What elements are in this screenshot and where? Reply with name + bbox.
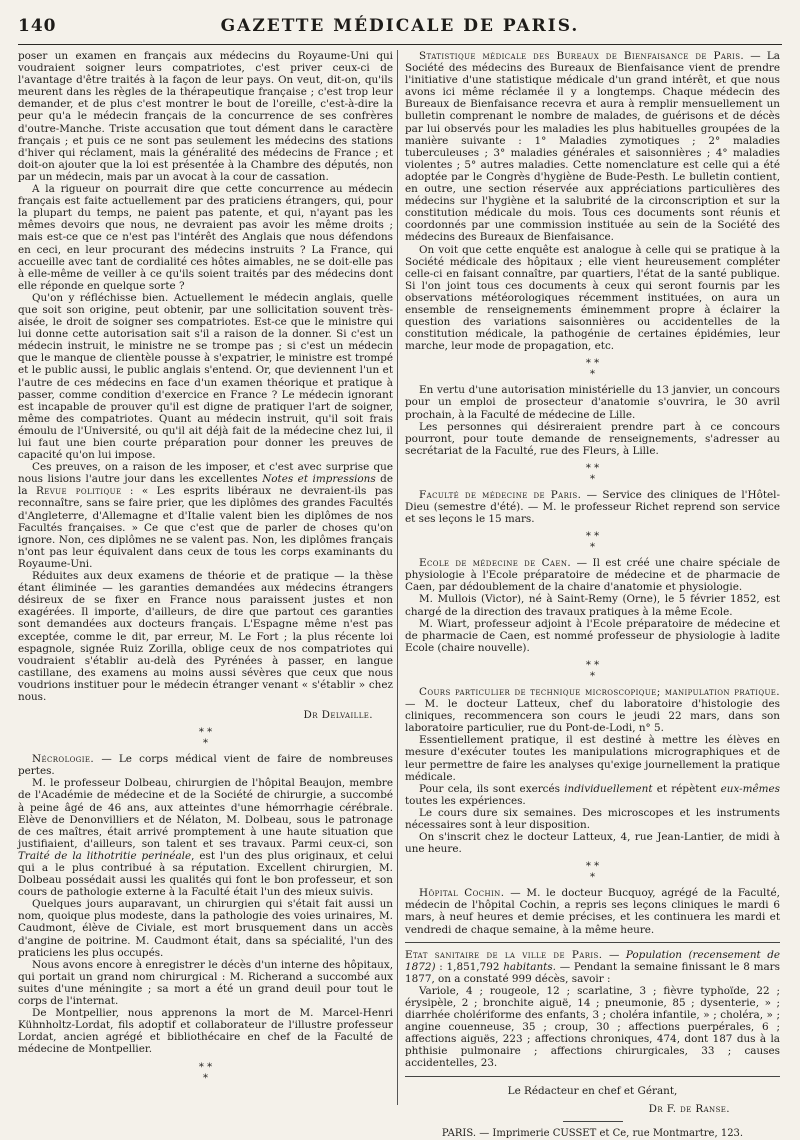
text-run: — Le corps médical vient de faire de nombreuses pertes. (18, 753, 393, 778)
section-separator: * * * (198, 1061, 213, 1084)
article-paragraph (18, 777, 393, 898)
text-run: — M. le docteur Latteux, chef du laboratoire d'histologie des cliniques, recommencera son cours le jeudi 22 mars, dans son laboratoire particulier, rue du Pont-de-Lodi, n° 5. (405, 698, 780, 735)
section-separator: * * * (198, 727, 213, 750)
article-paragraph: Nous avons encore à enregistrer le décès d'un interne des hôpitaux, qui portait un grand nom chirurgical : M. Richerand a succombé aux suites d'une méningite ; sa mort a été un grand deuil pour tout le corps de l'internat. (18, 958, 393, 1008)
article-paragraph: Essentiellement pratique, il est destiné à mettre les élèves en mesure d'exécuter toutes les manipulations micrographiques et de leur permettre de faire les analyses qu'exige journellement la pratique médicale. (405, 734, 780, 783)
section-heading: Ecole de médecine de Caen. (419, 557, 572, 570)
section-separator: * * * (585, 462, 600, 485)
article-paragraph: Quelques jours auparavant, un chirurgien qui s'était fait aussi un nom, quoique plus modeste, dans la pathologie des voies urinaires, M. Caudmont, élève de Civiale, est mort brusquement dans un accès d'angine de poitrine. M. Caudmont était, dans sa spécialité, l'un des praticiens les plus occupés. (18, 898, 393, 959)
column-divider (397, 50, 398, 1105)
section-separator: * * * (585, 861, 600, 884)
news-item (405, 50, 780, 244)
italic-title: Notes et impressions (262, 473, 376, 486)
section-rule (405, 1076, 780, 1077)
article-paragraph: A la rigueur on pourrait dire que cette concurrence au médecin français est faite actuellement par des praticiens étrangers, qui, pour la plupart du temps, ne paient pas patente, et qui, n'ayant pas les mêmes devoirs que nous, ne devraient pas avoir les même droits ; mais est-ce que ce n'est pas l'intérêt des Anglais que nous défendons en ceci, en leur procurant des médecins instruits ? La France, qui accueille avec tant de cordialité ces hôtes aimables, ne se doit-elle pas à elle-même de veiller à ce qu'ils soient traités par des médecins dont elle réponde en quelque sorte ? (18, 183, 393, 292)
article-paragraph: Qu'on y réfléchisse bien. Actuellement le médecin anglais, quelle que soit son origine, peut obtenir, par une sollicitation souvent très-aisée, le droit de soigner ses compatriotes. Est-ce que le ministre qui lui donne cette autorisation sait s'il a raison de la donner. Si c'est un médecin instruit, le ministre ne se trompe pas ; si c'est un médecin que le manque de clientèle pousse à s'expatrier, le ministre est trompé et le public aussi, le public anglais s'entend. Or, que deviennent l'un et l'autre de ces médecins en face d'un examen théorique et pratique à passer, comme condition d'exercice en France ? Le médecin ignorant est incapable de prouver qu'il est digne de pratiquer l'art de soigner, même des compatriotes. Quant au médecin instruit, qu'il soit frais émoulu de l'Université, ou qu'il ait déjà fait de la médecine chez lui, il lui faut une bien courte préparation pour donner les preuves de capacité qu'on lui impose. (18, 291, 393, 462)
article-paragraph: poser un examen en français aux médecins du Royaume-Uni qui voudraient soigner leurs compatriotes, c'est priver ceux-ci de l'avantage d'être traités à la façon de leur pays. On veut, dit-on, qu'ils meurent dans les règles de la thérapeutique française ; c'est trop leur demander, et de plus c'est montrer le bout de l'oreille, c'est-à-dire la peur qu'a le médecin français de la concurrence de ses confrères d'outre-Manche. Triste accusation que tout dément dans le caractère français ; et puis ce ne sont pas seulement les médecins des stations d'hiver qui réclament, mais la généralité des médecins de France ; et doit-on ajouter que la loi est présentée à la Chambre des députés, non par un médecin, mais par un avocat à la cour de cassation. (18, 50, 393, 183)
page-header (18, 14, 782, 40)
news-item (405, 686, 780, 734)
section-heading: Cours particulier de technique microscopique; manipulation pratique. (419, 685, 780, 698)
article-paragraph (18, 461, 393, 570)
article-paragraph: M. Wiart, professeur adjoint à l'Ecole préparatoire de médecine et de pharmacie de Caen, est nommé professeur de physiologie à ladite Ecole (chaire nouvelle). (405, 617, 780, 654)
news-item (405, 887, 780, 935)
text-run: , est l'un des plus originaux, et celui qui a le plus contribué à sa réputation. Excellent chirurgien, M. Dolbeau possédait aussi les qualités qui font le bon professeur, et son cours de pathologie externe à la Faculté était l'un des mieux suivis. (18, 849, 393, 899)
article-paragraph: Les personnes qui désireraient prendre part à ce concours pourront, pour toute demande de renseignements, s'adresser au secrétariat de la Faculté, rue des Fleurs, à Lille. (405, 420, 780, 457)
section-separator: * * * (585, 659, 600, 682)
text-run: de la (18, 473, 393, 498)
article-paragraph: Le cours dure six semaines. Des microscopes et les instruments nécessaires sont à leur disposition. (405, 806, 780, 831)
page-number: 140 (18, 16, 57, 36)
italic-word: individuellement (564, 782, 653, 795)
article-paragraph: Réduites aux deux examens de théorie et de pratique — la thèse étant éliminée — les garanties demandées aux médecins étrangers désireux de se fixer en France nous paraissent justes et non exagérées. Il importe, d'ailleurs, de dire que partout ces garanties sont demandées aux docteurs français. L'Espagne même n'est pas exceptée, comme le dit, par erreur, M. Le Fort ; la plus récente loi espagnole, signée Ruiz Zorilla, oblige ceux de nos compatriotes qui voudraient s'établir au-delà des Pyrénées à passer, en langue castillane, des examens au moins aussi sévères que ceux que nous voudrions instituer pour le médecin étranger venant « s'établir » chez nous. (18, 570, 393, 703)
author-signature: Dr Delvaille. (303, 709, 373, 722)
right-column (405, 50, 780, 1140)
printer-imprint: PARIS. — Imprimerie CUSSET et Ce, rue Montmartre, 123. (441, 1127, 744, 1139)
left-column (18, 50, 393, 1088)
section-heading: Etat sanitaire de la ville de Paris. (405, 948, 603, 961)
text-run: : « Les esprits libéraux ne devraient-ils pas reconnaître, sans se faire prier, que les diplômes des grandes Facultés d'Angleterre, d'Allemagne et d'Italie valent bien les diplômes de nos Facultés françaises. » Ce que c'est que de parler de choses qu'on ignore. Non, ces diplômes ne se valent pas. Non, les diplômes français n'ont pas leur équivalent dans ceux de tous les corps examinants du Royaume-Uni. (18, 485, 393, 570)
section-rule (405, 942, 780, 943)
italic-title: Traité de la lithotritie perinéale (18, 849, 192, 862)
text-run: — La Société des médecins des Bureaux de Bienfaisance vient de prendre l'initiative d'une statistique médicale d'un grand intérêt, et que nous avons ici même réclamée il y a longtemps. Chaque médecin des Bureaux de Bienfaisance recevra et aura à remplir mensuellement un bulletin comprenant le nombre de malades, de guérisons et de décès par lui observés pour les maladies les plus habituelles groupées de la manière suivante : 1° Maladies zymotiques ; 2° maladies tuberculeuses ; 3° maladies générales et saisonnières ; 4° maladies violentes ; 5° autres maladies. Cette nomenclature est celle qui a été adoptée par le Congrès d'hygiène de Bude-Pesth. Le bulletin contient, en outre, une section réservée aux appréciations particulières des médecins sur l'hygiène et la salubrité de la circonscription et sur la constitution médicale du mois. Tous ces documents sont réunis et coordonnés par une commission instituée au sein de la Société des médecins des Bureaux de Bienfaisance. (405, 50, 780, 244)
news-item (405, 557, 780, 593)
text-run: Ces preuves, on a raison de les imposer, et c'est avec surprise que nous lisions l'autre jour dans les excellentes (18, 461, 393, 486)
header-rule (18, 44, 782, 45)
death-statistics: Variole, 4 ; rougeole, 12 ; scarlatine, 3 ; fièvre typhoïde, 22 ; érysipèle, 2 ; bronchite aiguë, 14 ; pneumonie, 85 ; dysenterie, » ; diarrhée cholériforme des enfants, 3 ; choléra infantile, » ; choléra, » ; angine couenneuse, 35 ; croup, 30 ; affections puerpérales, 6 ; affections aiguës, 223 ; affections chroniques, 474, dont 187 dus à la phthisie pulmonaire ; affections chirurgicales, 33 ; causes accidentelles, 23. (405, 984, 780, 1070)
news-item (405, 489, 780, 525)
italic-label: Population (recensement de 1872) (405, 948, 780, 973)
article-paragraph: De Montpellier, nous apprenons la mort de M. Marcel-Henri Kühnholtz-Lordat, fils adoptif et collaborateur de l'illustre professeur Lordat, ancien agrégé et bibliothécaire en chef de la Faculté de médecine de Montpellier. (18, 1007, 393, 1056)
article-paragraph: On s'inscrit chez le docteur Latteux, 4, rue Jean-Lantier, de midi à une heure. (405, 831, 780, 856)
text-run: Pour cela, ils sont exercés (419, 782, 565, 795)
health-report: Etat sanitaire de la ville de Paris. — Population (recensement de 1872) : 1,851,792 habitants. — Pendant la semaine finissant le 8 mars 1877, on a constaté 999 décès, savoir : (405, 948, 780, 985)
necrology-paragraph (18, 753, 393, 777)
editor-signature: Dr F. de Ranse. (648, 1102, 730, 1115)
text-run: et répètent (652, 782, 721, 795)
section-separator: * * * (585, 358, 600, 381)
text-run: — Il est créé une chaire spéciale de physiologie à l'Ecole préparatoire de médecine et de pharmacie de Caen, par dédoublement de la chaire d'anatomie et physiologie. (405, 557, 780, 594)
journal-title: GAZETTE MÉDICALE DE PARIS. (220, 16, 580, 36)
article-paragraph: En vertu d'une autorisation ministérielle du 13 janvier, un concours pour un emploi de prosecteur d'anatomie s'ouvrira, le 30 avril prochain, à la Faculté de médecine de Lille. (405, 384, 780, 421)
section-heading: Faculté de médecine de Paris. (419, 488, 582, 501)
section-heading: Statistique médicale des Bureaux de Bienfaisance de Paris. (419, 50, 745, 62)
article-paragraph: M. Mullois (Victor), né à Saint-Remy (Orne), le 5 février 1852, est chargé de la direction des travaux pratiques à la même Ecole. (405, 593, 780, 618)
short-rule (563, 1121, 623, 1122)
text-run: M. le professeur Dolbeau, chirurgien de l'hôpital Beaujon, membre de l'Académie de médecine et de la Société de chirurgie, a succombé à peine âgé de 46 ans, aux atteintes d'une hémorrhagie cérébrale. Elève de Denonvilliers et de Nélaton, M. Dolbeau, sous le patronage de ces maîtres, était arrivé promptement à une haute situation que justifiaient, d'ailleurs, son talent et ses travaux. Parmi ceux-ci, son (18, 777, 393, 850)
text-run: — M. le docteur Bucquoy, agrégé de la Faculté, médecin de l'hôpital Cochin, a repris ses leçons cliniques le mardi 6 mars, à neuf heures et demie précises, et les continuera les mardi et vendredi de chaque semaine, à la même heure. (405, 887, 780, 936)
text-run: — Service des cliniques de l'Hôtel-Dieu (semestre d'été). — M. le professeur Richet reprend son service et ses leçons le 15 mars. (405, 488, 781, 526)
text-run: — Pendant la semaine finissant le 8 mars 1877, on a constaté 999 décès, savoir : (405, 960, 780, 985)
journal-name: Revue politique (35, 485, 122, 498)
text-run: toutes les expériences. (405, 794, 526, 807)
italic-word: habitants. (503, 960, 556, 973)
italic-word: eux-mêmes (720, 782, 780, 795)
section-heading: Nécrologie. (32, 753, 95, 766)
article-paragraph (405, 783, 780, 807)
article-paragraph: On voit que cette enquête est analogue à celle qui se pratique à la Société médicale des hôpitaux ; elle vient heureusement compléter celle-ci en faisant connaître, par quartiers, l'état de la santé publique. Si l'on joint tous ces documents à ceux qui seront fournis par les observations météorologiques récemment instituées, on aura un ensemble de renseignements éminemment propre à éclairer la question des variations saisonnières ou accidentelles de la constitution médicale, la pathogénie de certaines épidémies, leur marche, leur mode de propagation, etc. (405, 243, 780, 353)
population-value: : 1,851,792 (435, 960, 504, 973)
editor-line: Le Rédacteur en chef et Gérant, (507, 1084, 678, 1097)
section-separator: * * * (585, 531, 600, 554)
section-heading: Hôpital Cochin. (419, 887, 505, 900)
